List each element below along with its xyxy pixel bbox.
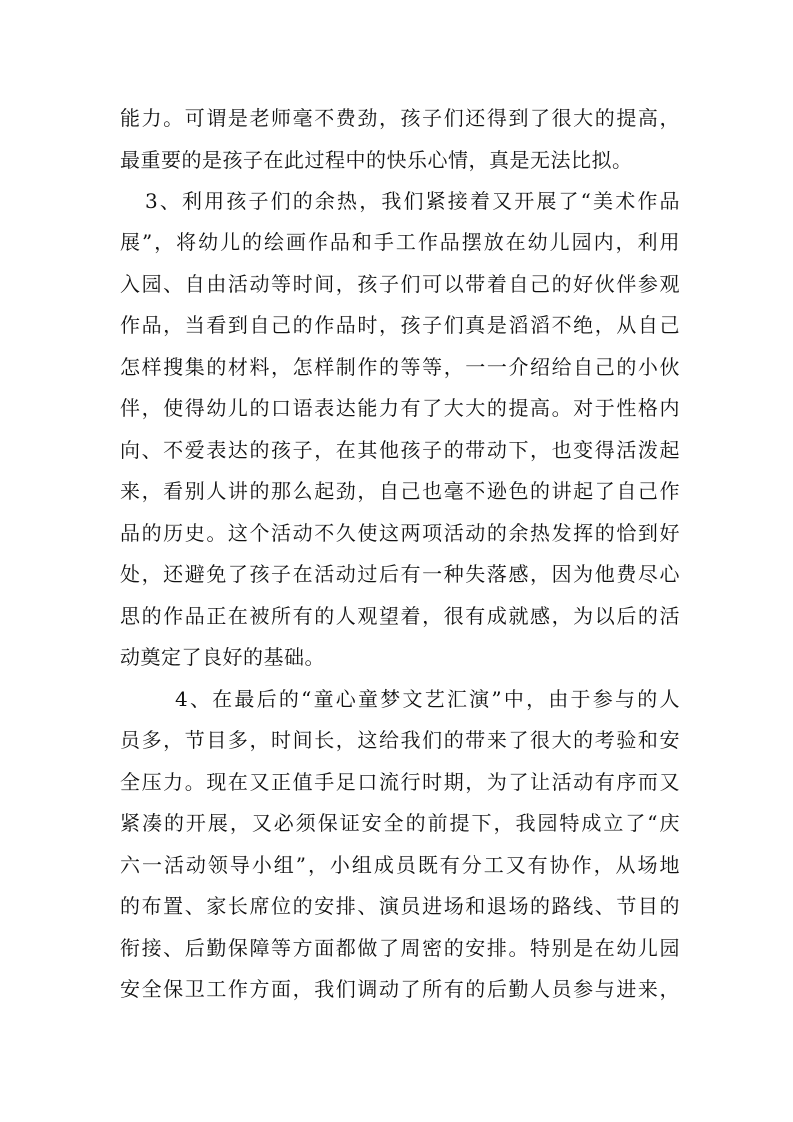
paragraph-4-first-line: 4、在最后的“童心童梦文艺汇演”中，由于参与的人: [175, 687, 680, 711]
text-line: 思的作品正在被所有的人观望着，很有成就感，为以后的活: [120, 604, 680, 628]
text-line: 衔接、后勤保障等方面都做了周密的安排。特别是在幼儿园: [120, 936, 680, 960]
text-line: 伴，使得幼儿的口语表达能力有了大大的提高。对于性格内: [120, 396, 680, 420]
text-line: 员多，节目多，时间长，这给我们的带来了很大的考验和安: [120, 728, 680, 752]
text-line: 向、不爱表达的孩子，在其他孩子的带动下，也变得活泼起: [120, 438, 680, 462]
text-line: 安全保卫工作方面，我们调动了所有的后勤人员参与进来，: [120, 977, 680, 1001]
text-line: 的布置、家长席位的安排、演员进场和退场的路线、节目的: [120, 894, 680, 918]
text-line: 入园、自由活动等时间，孩子们可以带着自己的好伙伴参观: [120, 272, 680, 296]
text-line: 全压力。现在又正值手足口流行时期，为了让活动有序而又: [120, 770, 680, 794]
text-line: 展”，将幼儿的绘画作品和手工作品摆放在幼儿园内，利用: [120, 230, 680, 254]
paragraph-3-first-line: 3、利用孩子们的余热，我们紧接着又开展了“美术作品: [145, 189, 680, 213]
text-line: 品的历史。这个活动不久使这两项活动的余热发挥的恰到好: [120, 521, 680, 545]
text-line: 来，看别人讲的那么起劲，自己也毫不逊色的讲起了自己作: [120, 479, 680, 503]
text-line: 怎样搜集的材料，怎样制作的等等，一一介绍给自己的小伙: [120, 355, 680, 379]
text-line: 处，还避免了孩子在活动过后有一种失落感，因为他费尽心: [120, 562, 680, 586]
text-line: 紧凑的开展，又必须保证安全的前提下，我园特成立了“庆: [120, 811, 680, 835]
text-line: 最重要的是孩子在此过程中的快乐心情，真是无法比拟。: [120, 148, 633, 172]
text-line: 六一活动领导小组”，小组成员既有分工又有协作，从场地: [120, 853, 680, 877]
text-line: 作品，当看到自己的作品时，孩子们真是滔滔不绝，从自己: [120, 313, 680, 337]
text-line: 能力。可谓是老师毫不费劲，孩子们还得到了很大的提高，: [120, 106, 680, 130]
text-line: 动奠定了良好的基础。: [120, 645, 325, 669]
